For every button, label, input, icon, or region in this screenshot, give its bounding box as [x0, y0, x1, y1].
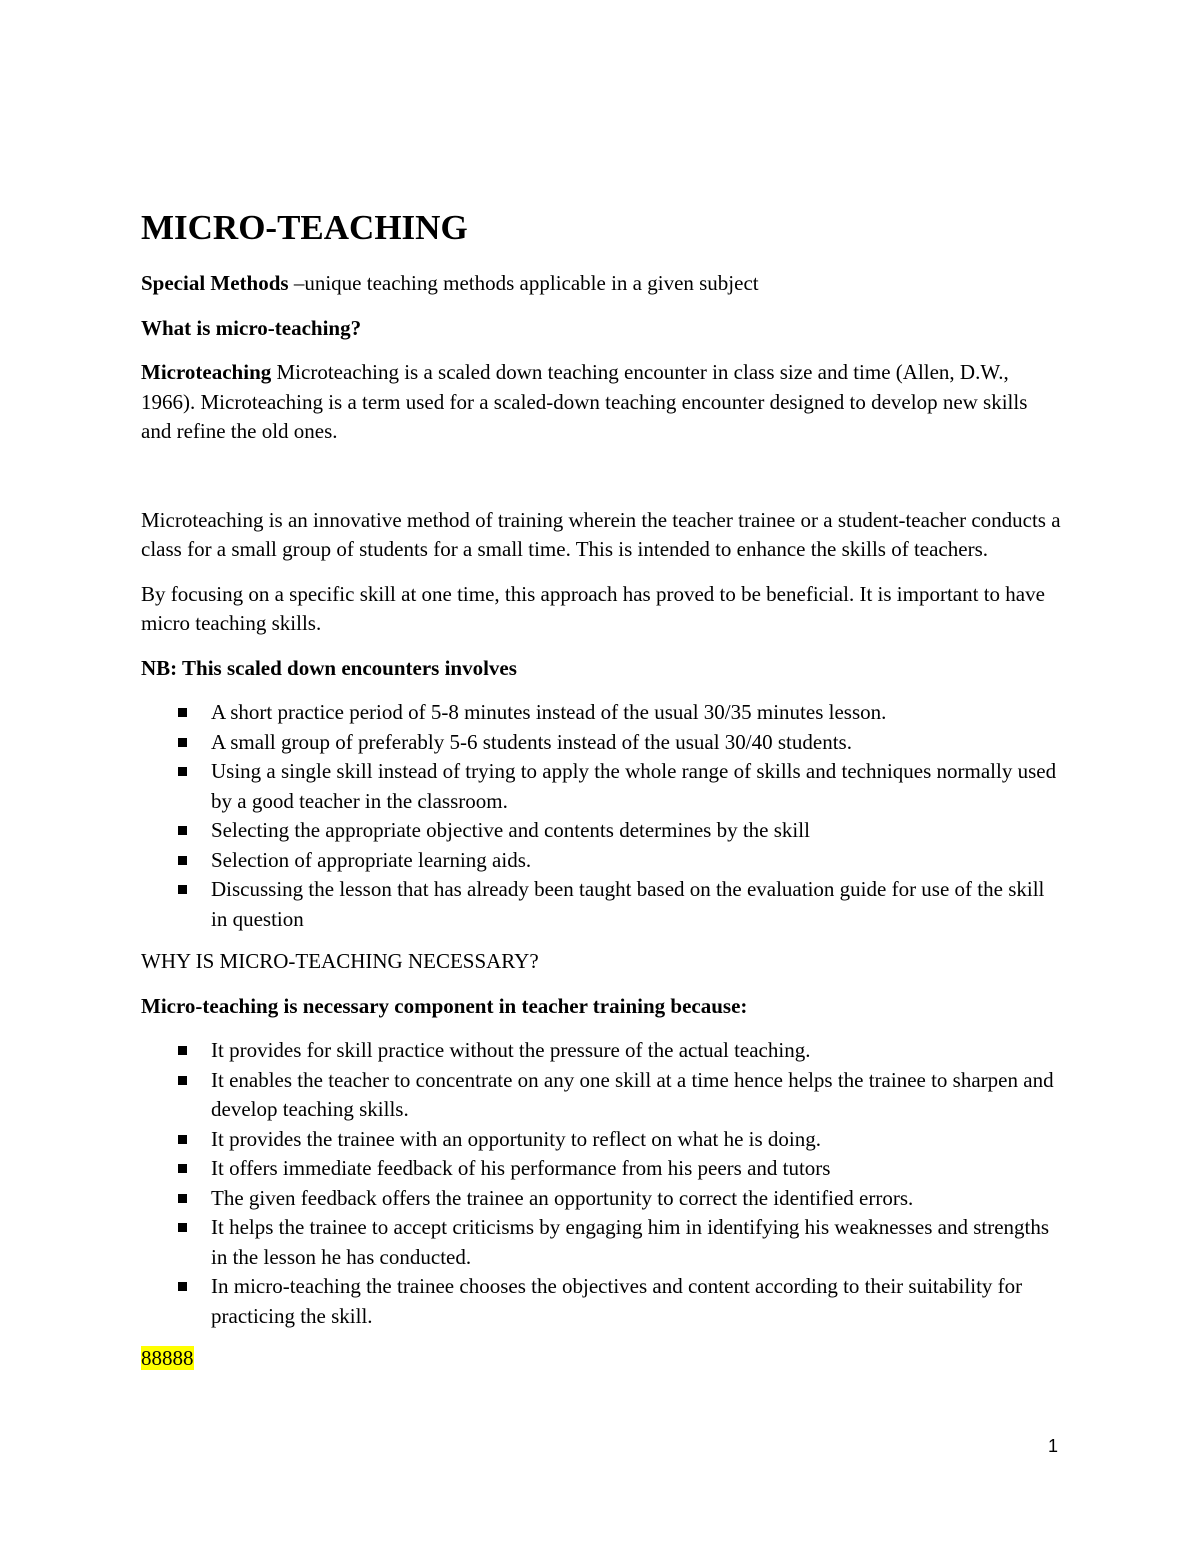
- highlighted-paragraph: [141, 1344, 1061, 1374]
- list-item: [141, 816, 1061, 846]
- square-bullet-icon: [178, 1076, 187, 1085]
- page-number: 1: [1048, 1436, 1059, 1456]
- definition-label: Microteaching: [141, 360, 272, 384]
- focus-paragraph: By focusing on a specific skill at one time, this approach has proved to be beneficial. It is important to have micro teaching skills.: [141, 581, 1045, 635]
- square-bullet-icon: [178, 1282, 187, 1291]
- list-item: [141, 1125, 1061, 1155]
- document-body: [141, 205, 1061, 1389]
- list-item-text: It helps the trainee to accept criticisms by engaging him in identifying his weaknesses and strengths in the lesson he has conducted.: [211, 1215, 1050, 1269]
- list-item: [141, 1272, 1061, 1331]
- list-item-text: It provides the trainee with an opportunity to reflect on what he is doing.: [211, 1126, 822, 1151]
- list-item-text: The given feedback offers the trainee an opportunity to correct the identified errors.: [211, 1185, 914, 1210]
- list-item: [141, 1213, 1061, 1272]
- nb-heading: NB: This scaled down encounters involves: [141, 655, 517, 680]
- list-item-text: It provides for skill practice without the pressure of the actual teaching.: [211, 1038, 811, 1062]
- special-methods-label: Special Methods: [141, 271, 289, 295]
- nb-list: [141, 698, 1061, 934]
- square-bullet-icon: [178, 738, 187, 747]
- blank-line: [141, 462, 1061, 506]
- definition-text: Microteaching is a scaled down teaching encounter in class size and time (Allen, D.W., 1966). Microteaching is a term used for a scaled-down teaching encounter designed to develop new skills and refine the old ones.: [141, 360, 1028, 443]
- reasons-list: [141, 1036, 1061, 1331]
- list-item-text: A small group of preferably 5-6 students instead of the usual 30/40 students.: [211, 729, 852, 754]
- list-item-text: Selection of appropriate learning aids.: [211, 847, 532, 872]
- document-title: MICRO-TEACHING: [141, 208, 468, 247]
- why-heading: WHY IS MICRO-TEACHING NECESSARY?: [141, 949, 539, 973]
- list-item-text: A short practice period of 5-8 minutes instead of the usual 30/35 minutes lesson.: [211, 700, 887, 724]
- list-item: [141, 1036, 1061, 1066]
- list-item-text: Using a single skill instead of trying to apply the whole range of skills and techniques normally used by a good teacher in the classroom.: [211, 759, 1057, 813]
- square-bullet-icon: [178, 1046, 187, 1055]
- square-bullet-icon: [178, 767, 187, 776]
- question-heading: What is micro-teaching?: [141, 315, 362, 340]
- square-bullet-icon: [178, 856, 187, 865]
- square-bullet-icon: [178, 1223, 187, 1232]
- highlighted-text: 88888: [141, 1346, 194, 1370]
- definition-paragraph: [141, 358, 1061, 447]
- list-item-text: Selecting the appropriate objective and contents determines by the skill: [211, 818, 810, 842]
- list-item: [141, 1066, 1061, 1125]
- list-item-text: It offers immediate feedback of his performance from his peers and tutors: [211, 1156, 831, 1180]
- list-item-text: Discussing the lesson that has already been taught based on the evaluation guide for use of the skill in question: [211, 877, 1045, 931]
- list-item-text: It enables the teacher to concentrate on any one skill at a time hence helps the trainee to sharpen and develop teaching skills.: [211, 1067, 1054, 1121]
- list-item: [141, 846, 1061, 876]
- special-methods-text: –unique teaching methods applicable in a given subject: [288, 271, 759, 295]
- special-methods-paragraph: [141, 269, 1061, 299]
- innovative-paragraph: Microteaching is an innovative method of training wherein the teacher trainee or a student-teacher conducts a class for a small group of students for a small time. This is intended to enhance the skills of teachers.: [141, 507, 1061, 561]
- list-item-text: In micro-teaching the trainee chooses the objectives and content according to their suitability for practicing the skill.: [211, 1274, 1023, 1328]
- list-item: [141, 875, 1061, 934]
- list-item: [141, 728, 1061, 758]
- necessary-heading: Micro-teaching is necessary component in teacher training because:: [141, 993, 748, 1018]
- list-item: [141, 1154, 1061, 1184]
- square-bullet-icon: [178, 885, 187, 894]
- list-item: [141, 757, 1061, 816]
- square-bullet-icon: [178, 826, 187, 835]
- square-bullet-icon: [178, 1164, 187, 1173]
- list-item: [141, 1184, 1061, 1214]
- square-bullet-icon: [178, 708, 187, 717]
- list-item: [141, 698, 1061, 728]
- square-bullet-icon: [178, 1135, 187, 1144]
- square-bullet-icon: [178, 1194, 187, 1203]
